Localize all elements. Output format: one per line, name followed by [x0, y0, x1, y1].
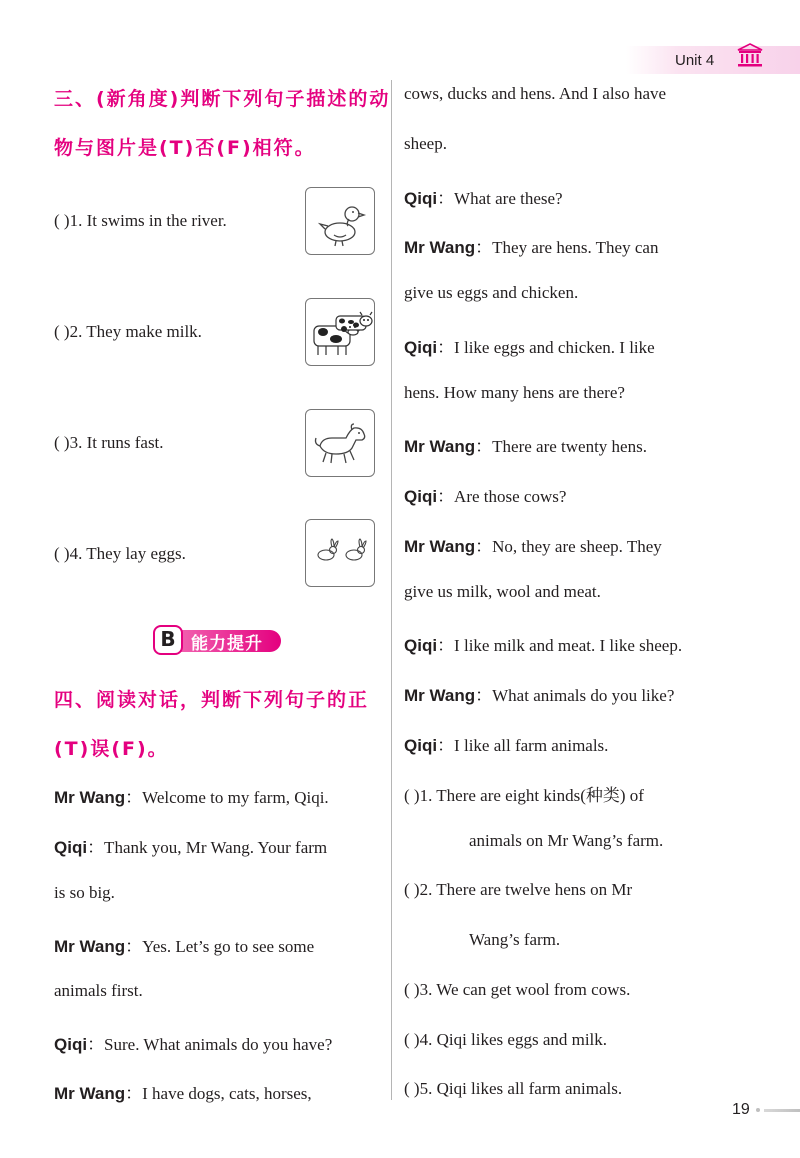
dialogue-line	[404, 134, 447, 154]
dialogue-line	[404, 333, 655, 358]
speaker: Qiqi	[404, 736, 438, 755]
question-3: ( )3. We can get wool from cows.	[404, 980, 631, 999]
dialogue-line	[404, 84, 666, 104]
dialogue-line	[54, 883, 115, 903]
dialogue-line	[54, 1079, 312, 1104]
rabbits-icon	[306, 520, 376, 588]
utterance: animals first.	[54, 981, 143, 1000]
question-2-continued: Wang’s farm.	[469, 930, 561, 949]
picture-box-4	[305, 519, 375, 587]
dialogue-line	[404, 383, 625, 403]
utterance: ：Are those cows?	[437, 487, 567, 506]
utterance: cows, ducks and hens. And I also have	[404, 84, 667, 103]
utterance: ：There are twenty hens.	[475, 437, 647, 456]
speaker: Qiqi	[404, 338, 438, 357]
utterance: ：Sure. What animals do you have?	[87, 1035, 333, 1054]
section3-item-3: ( )3. It runs fast.	[54, 433, 164, 452]
utterance: ：Welcome to my farm, Qiqi.	[125, 788, 329, 807]
utterance: sheep.	[404, 134, 447, 153]
question-1: ( )1. There are eight kinds(种类) of	[404, 786, 644, 805]
badge-letter: B	[153, 625, 183, 655]
question-1-continued: animals on Mr Wang’s farm.	[469, 831, 664, 850]
dialogue-line	[404, 631, 682, 656]
question-4: ( )4. Qiqi likes eggs and milk.	[404, 1030, 608, 1049]
cows-icon	[306, 299, 376, 367]
dialogue-line	[404, 681, 674, 706]
utterance: is so big.	[54, 883, 115, 902]
utterance: ：No, they are sheep. They	[475, 537, 662, 556]
section3-item-1: ( )1. It swims in the river.	[54, 211, 227, 230]
question-2: ( )2. There are twelve hens on Mr	[404, 880, 633, 899]
utterance: ：They are hens. They can	[475, 238, 659, 257]
building-icon	[736, 42, 764, 68]
utterance: give us milk, wool and meat.	[404, 582, 601, 601]
picture-box-3	[305, 409, 375, 477]
page-line	[764, 1109, 800, 1112]
speaker: Mr Wang	[404, 686, 476, 705]
speaker: Mr Wang	[404, 238, 476, 257]
speaker: Mr Wang	[404, 537, 476, 556]
page-dot	[756, 1108, 760, 1112]
question-5: ( )5. Qiqi likes all farm animals.	[404, 1079, 623, 1098]
section3-item-4: ( )4. They lay eggs.	[54, 544, 186, 563]
column-divider	[391, 80, 392, 1100]
utterance: ：I like milk and meat. I like sheep.	[437, 636, 683, 655]
utterance: ：Yes. Let’s go to see some	[125, 937, 315, 956]
speaker: Qiqi	[404, 487, 438, 506]
dialogue-line	[404, 283, 578, 303]
speaker: Mr Wang	[54, 1084, 126, 1103]
speaker: Qiqi	[54, 1035, 88, 1054]
dialogue-line	[404, 233, 658, 258]
utterance: ：I like all farm animals.	[437, 736, 609, 755]
speaker: Qiqi	[404, 636, 438, 655]
duck-icon	[306, 188, 376, 256]
speaker: Qiqi	[54, 838, 88, 857]
picture-box-1	[305, 187, 375, 255]
section3-item-2: ( )2. They make milk.	[54, 322, 202, 341]
dialogue-line	[54, 981, 143, 1001]
section3-title-line2: 物与图片是(T)否(F)相符。	[54, 137, 316, 159]
dialogue-line	[404, 432, 647, 457]
dialogue-line	[404, 532, 662, 557]
dialogue-line	[54, 1030, 332, 1055]
dialogue-line	[54, 932, 314, 957]
page-number: 19	[732, 1101, 750, 1118]
badge-label: 能力提升	[191, 634, 263, 654]
horse-icon	[306, 410, 376, 478]
dialogue-line	[404, 582, 601, 602]
dialogue-line	[404, 184, 563, 209]
utterance: ：I like eggs and chicken. I like	[437, 338, 655, 357]
picture-box-2	[305, 298, 375, 366]
section3-title-line1: 三、(新角度)判断下列句子描述的动	[54, 88, 391, 110]
utterance: ：What animals do you like?	[475, 686, 675, 705]
utterance: hens. How many hens are there?	[404, 383, 625, 402]
utterance: ：Thank you, Mr Wang. Your farm	[87, 838, 328, 857]
speaker: Mr Wang	[404, 437, 476, 456]
speaker: Mr Wang	[54, 937, 126, 956]
dialogue-line	[54, 783, 329, 808]
section4-title-line1: 四、阅读对话，判断下列句子的正	[54, 689, 370, 711]
speaker: Qiqi	[404, 189, 438, 208]
speaker: Mr Wang	[54, 788, 126, 807]
section-b-badge	[153, 625, 283, 657]
dialogue-line	[54, 833, 380, 858]
section4-title-line2: (T)误(F)。	[54, 738, 169, 760]
utterance: ：What are these?	[437, 189, 563, 208]
utterance: give us eggs and chicken.	[404, 283, 579, 302]
utterance: ：I have dogs, cats, horses,	[125, 1084, 312, 1103]
dialogue-line	[404, 482, 566, 507]
dialogue-line	[404, 731, 608, 756]
unit-label: Unit 4	[675, 52, 715, 69]
